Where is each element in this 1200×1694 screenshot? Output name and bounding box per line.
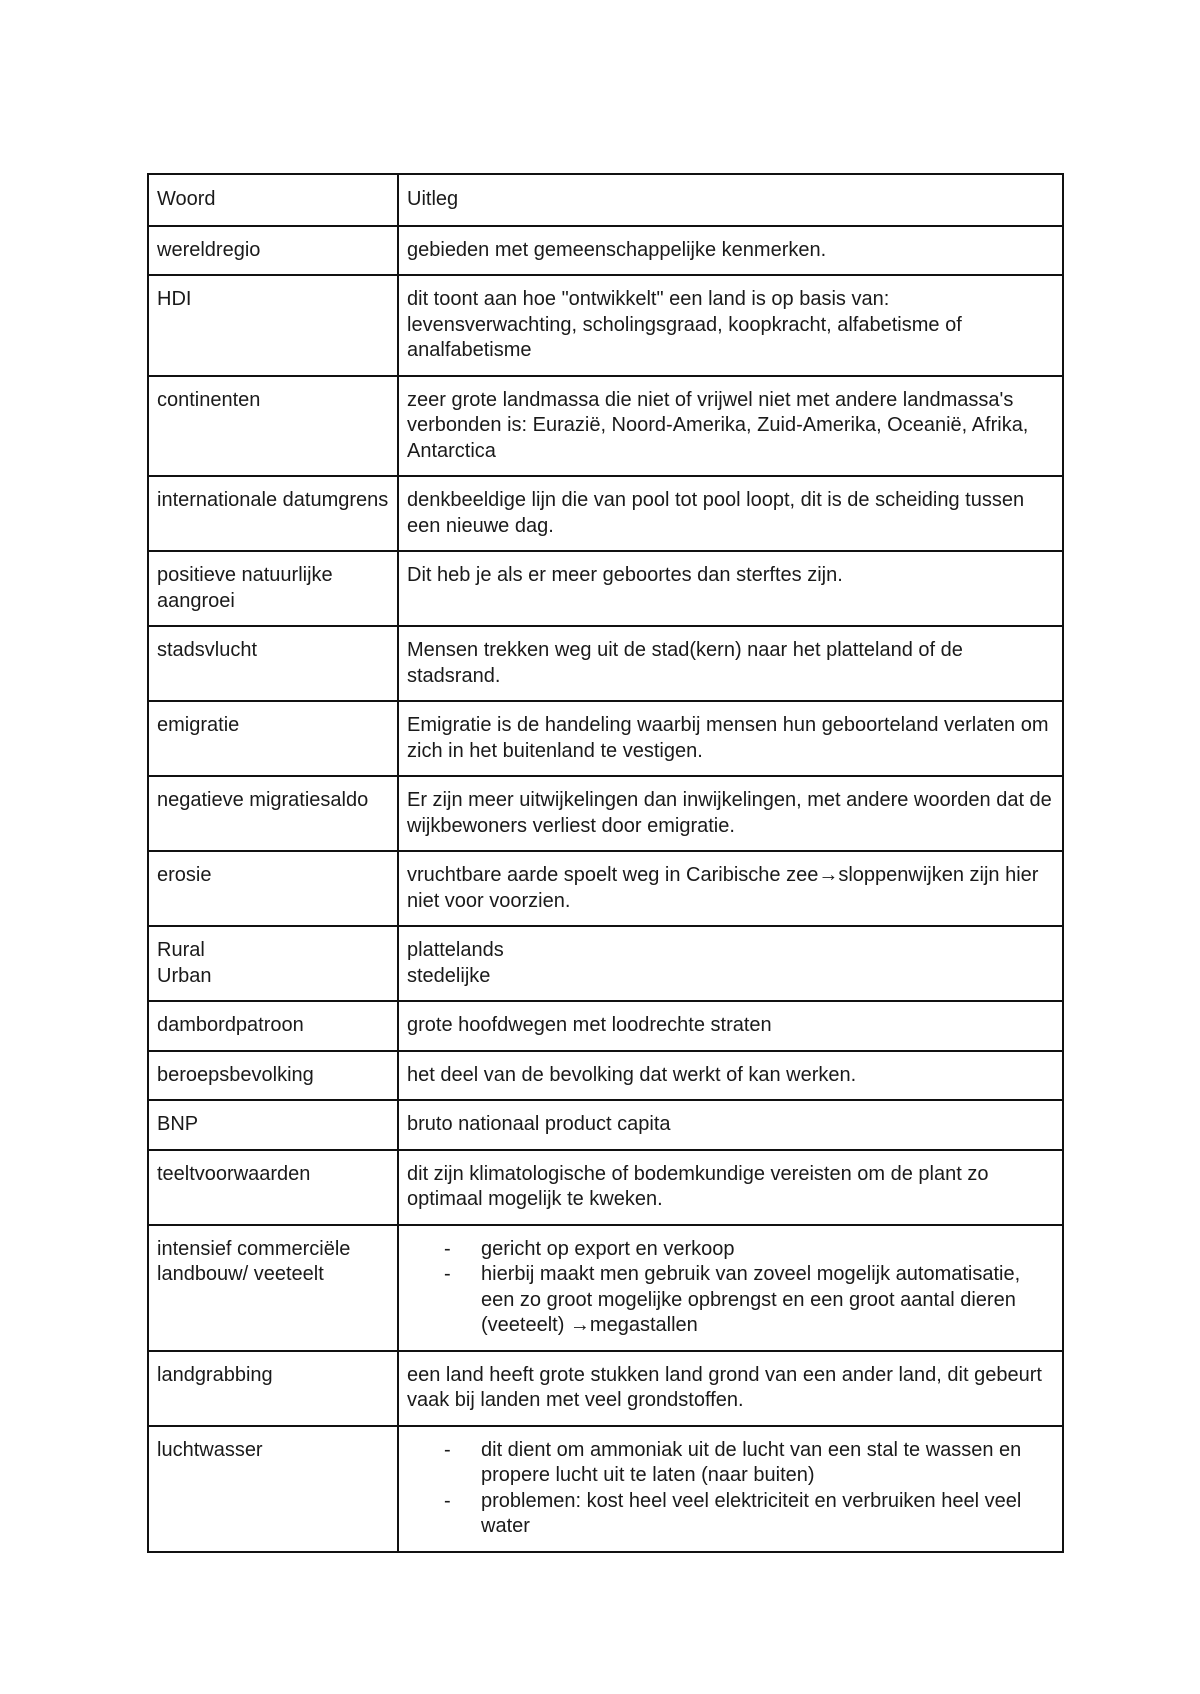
definition-cell: een land heeft grote stukken land grond van een ander land, dit gebeurt vaak bij landen met veel grondstoffen. — [398, 1351, 1063, 1426]
definition-cell: Dit heb je als er meer geboortes dan sterftes zijn. — [398, 551, 1063, 626]
table-row — [148, 776, 1063, 851]
table-header-row — [148, 174, 1063, 226]
definition-cell: vruchtbare aarde spoelt weg in Caribische zee→sloppenwijken zijn hier niet voor voorzien. — [398, 851, 1063, 926]
term-cell: wereldregio — [148, 226, 398, 276]
term-cell: erosie — [148, 851, 398, 926]
table-row — [148, 1051, 1063, 1101]
header-word: Woord — [148, 174, 398, 226]
bullet-list — [407, 1438, 1054, 1540]
term-cell: negatieve migratiesaldo — [148, 776, 398, 851]
term-cell: positieve natuurlijke aangroei — [148, 551, 398, 626]
table-row — [148, 1001, 1063, 1051]
definition-cell: Mensen trekken weg uit de stad(kern) naar het platteland of de stadsrand. — [398, 626, 1063, 701]
term-cell: landgrabbing — [148, 1351, 398, 1426]
list-item: - dit dient om ammoniak uit de lucht van een stal te wassen en propere lucht uit te laten (naar buiten) — [481, 1438, 1054, 1489]
term-cell: dambordpatroon — [148, 1001, 398, 1051]
definition-cell: dit toont aan hoe "ontwikkelt" een land is op basis van: levensverwachting, scholingsgraad, koopkracht, alfabetisme of analfabetisme — [398, 275, 1063, 376]
table-row — [148, 1150, 1063, 1225]
table-row — [148, 1100, 1063, 1150]
definition-cell: Er zijn meer uitwijkelingen dan inwijkelingen, met andere woorden dat de wijkbewoners verliest door emigratie. — [398, 776, 1063, 851]
definition-cell: plattelands stedelijke — [398, 926, 1063, 1001]
table-row — [148, 551, 1063, 626]
table-row — [148, 275, 1063, 376]
table-row — [148, 701, 1063, 776]
table-row — [148, 1351, 1063, 1426]
header-explanation: Uitleg — [398, 174, 1063, 226]
term-cell: continenten — [148, 376, 398, 477]
term-cell: Rural Urban — [148, 926, 398, 1001]
definition-cell: dit zijn klimatologische of bodemkundige vereisten om de plant zo optimaal mogelijk te kweken. — [398, 1150, 1063, 1225]
definition-cell: zeer grote landmassa die niet of vrijwel niet met andere landmassa's verbonden is: Eurazië, Noord-Amerika, Zuid-Amerika, Oceanië, Afrika, Antarctica — [398, 376, 1063, 477]
definition-cell — [398, 1426, 1063, 1552]
term-cell: beroepsbevolking — [148, 1051, 398, 1101]
term-cell: BNP — [148, 1100, 398, 1150]
table-row — [148, 626, 1063, 701]
table-row — [148, 226, 1063, 276]
term-cell: HDI — [148, 275, 398, 376]
list-item: - gericht op export en verkoop — [481, 1237, 1054, 1263]
table-row — [148, 476, 1063, 551]
table-row — [148, 1426, 1063, 1552]
list-item: - problemen: kost heel veel elektriciteit en verbruiken heel veel water — [481, 1489, 1054, 1540]
term-cell: intensief commerciële landbouw/ veeteelt — [148, 1225, 398, 1351]
list-item: - hierbij maakt men gebruik van zoveel mogelijk automatisatie, een zo groot mogelijke opbrengst en een groot aantal dieren (veeteelt) →megastallen — [481, 1262, 1054, 1339]
definition-cell: het deel van de bevolking dat werkt of kan werken. — [398, 1051, 1063, 1101]
table-row — [148, 1225, 1063, 1351]
term-cell: teeltvoorwaarden — [148, 1150, 398, 1225]
table-row — [148, 926, 1063, 1001]
definition-cell: denkbeeldige lijn die van pool tot pool loopt, dit is de scheiding tussen een nieuwe dag. — [398, 476, 1063, 551]
definition-cell — [398, 1225, 1063, 1351]
term-cell: internationale datumgrens — [148, 476, 398, 551]
bullet-list — [407, 1237, 1054, 1339]
definition-cell: grote hoofdwegen met loodrechte straten — [398, 1001, 1063, 1051]
definition-cell: gebieden met gemeenschappelijke kenmerken. — [398, 226, 1063, 276]
table-row — [148, 851, 1063, 926]
table-row — [148, 376, 1063, 477]
definition-cell: Emigratie is de handeling waarbij mensen hun geboorteland verlaten om zich in het buitenland te vestigen. — [398, 701, 1063, 776]
term-cell: luchtwasser — [148, 1426, 398, 1552]
term-cell: emigratie — [148, 701, 398, 776]
definition-cell: bruto nationaal product capita — [398, 1100, 1063, 1150]
term-cell: stadsvlucht — [148, 626, 398, 701]
glossary-table — [147, 173, 1064, 1553]
